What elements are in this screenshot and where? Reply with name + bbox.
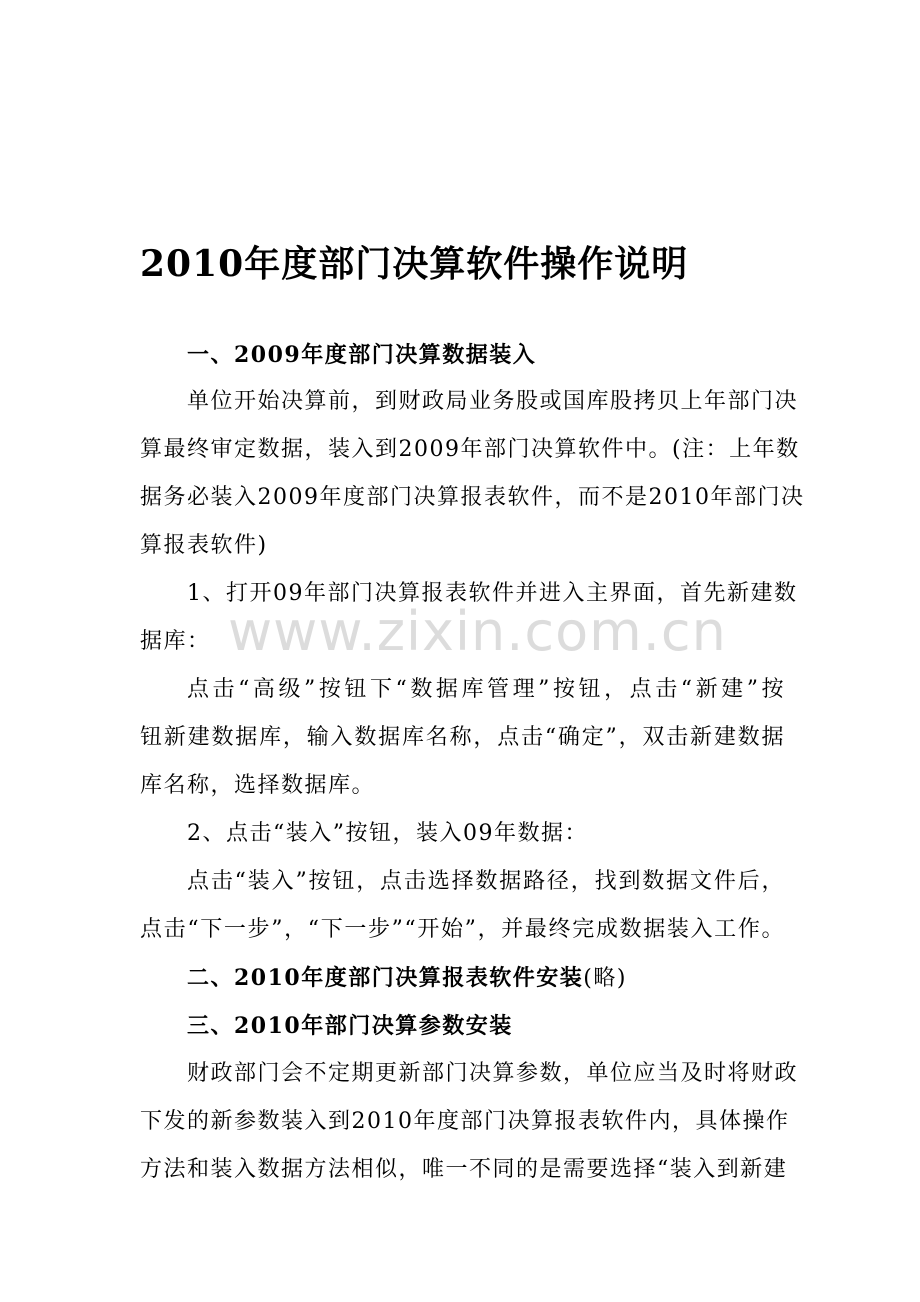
paragraph-line: 库名称，选择数据库。 xyxy=(140,773,376,798)
paragraph-line: 方法和装入数据方法相似，唯一不同的是需要选择“装入到新建 xyxy=(140,1157,788,1182)
section-heading-2-text: 二、2010年度部门决算报表软件安装 xyxy=(187,965,584,991)
watermark: www.zixin.com.cn xyxy=(228,600,727,663)
paragraph-line: 点击“高级”按钮下“数据库管理”按钮，点击“新建”按 xyxy=(187,677,785,702)
paragraph-line: 下发的新参数装入到2010年度部门决算报表软件内，具体操作 xyxy=(140,1109,790,1134)
paragraph-line: 点击“下一步”，“下一步”“开始”，并最终完成数据装入工作。 xyxy=(140,917,785,942)
paragraph-line: 据务必装入2009年度部门决算报表软件，而不是2010年部门决 xyxy=(140,485,805,510)
section-heading-1: 一、2009年度部门决算数据装入 xyxy=(187,342,537,368)
paragraph-line: 财政部门会不定期更新部门决算参数，单位应当及时将财政 xyxy=(187,1061,799,1086)
paragraph-line: 点击“装入”按钮，点击选择数据路径，找到数据文件后， xyxy=(187,869,785,894)
paragraph-line: 算最终审定数据，装入到2009年部门决算软件中。(注：上年数 xyxy=(140,437,800,462)
paragraph-line: 算报表软件) xyxy=(140,533,268,558)
step-1-line: 1、打开09年部门决算报表软件并进入主界面，首先新建数 xyxy=(187,581,798,606)
paragraph-line: 单位开始决算前，到财政局业务股或国库股拷贝上年部门决 xyxy=(187,389,799,414)
section-heading-2 xyxy=(187,963,785,994)
step-1-line: 据库： xyxy=(140,629,211,654)
section-heading-2-note: (略) xyxy=(583,966,627,991)
step-2-line: 2、点击“装入”按钮，装入09年数据： xyxy=(187,821,588,846)
section-heading-3: 三、2010年部门决算参数安装 xyxy=(187,1013,513,1039)
paragraph-line: 钮新建数据库，输入数据库名称，点击“确定”，双击新建数据 xyxy=(140,725,785,750)
document-title: 2010年度部门决算软件操作说明 xyxy=(140,243,689,285)
